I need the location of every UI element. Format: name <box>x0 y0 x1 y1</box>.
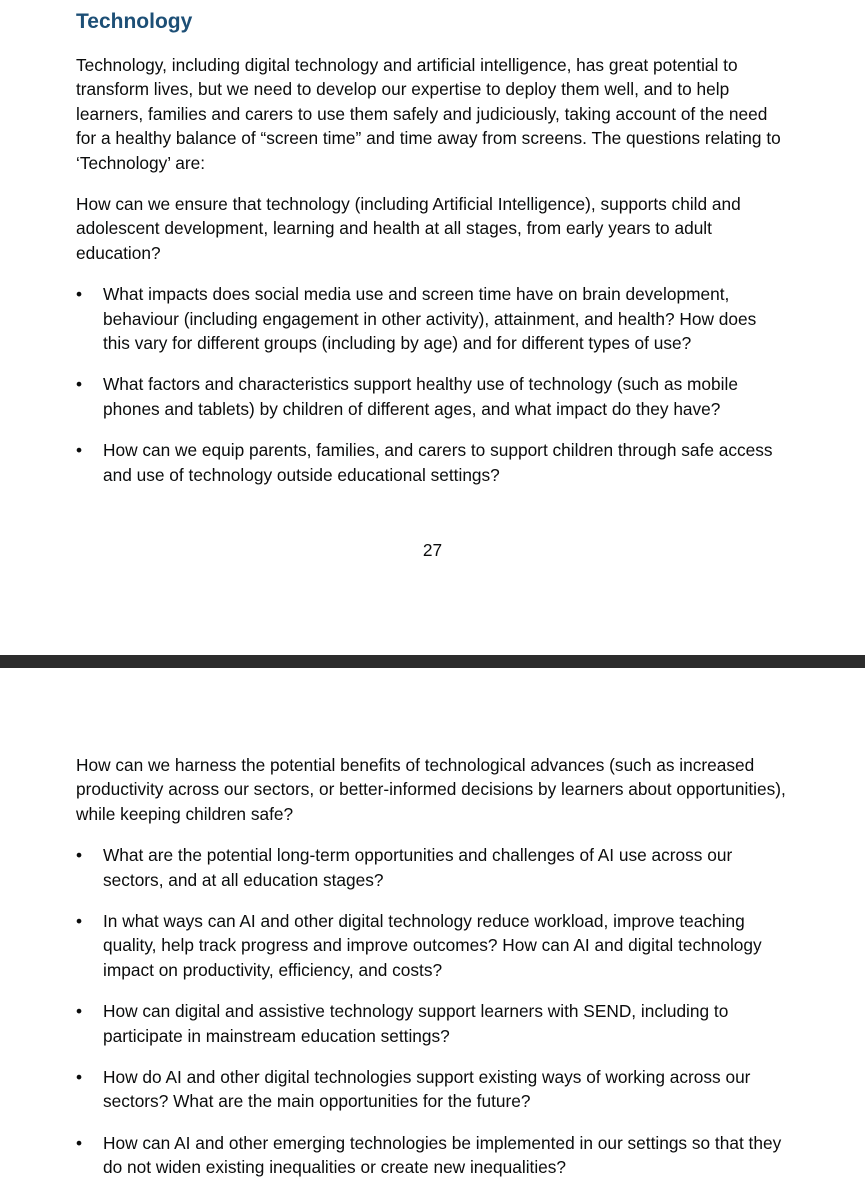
page-number: 27 <box>422 540 443 560</box>
list-item <box>76 372 786 421</box>
bullet-icon: • <box>76 1067 83 1088</box>
bullet-icon: • <box>76 911 83 932</box>
list-item <box>76 843 786 892</box>
bullet-icon: • <box>76 284 83 305</box>
list-item <box>76 438 786 487</box>
document-page-28 <box>0 668 865 1200</box>
list-item <box>76 282 786 355</box>
intro-paragraph: Technology, including digital technology and artificial intelligence, has great potential to transform lives, but we need to develop our expertise to deploy them well, and to help learners, families and carers to use them safely and judiciously, taking account of the need for a healthy balance of “screen time” and time away from screens. The questions relating to ‘Technology’ are: <box>76 55 781 173</box>
question-list <box>76 843 786 1179</box>
list-item-text: What impacts does social media use and screen time have on brain development, behaviour (including engagement in other activity), attainment, and health? How does this vary for different groups (including by age) and for different types of use? <box>103 284 757 354</box>
list-item <box>76 909 786 982</box>
bullet-icon: • <box>76 1001 83 1022</box>
bullet-icon: • <box>76 845 83 866</box>
list-item-text: In what ways can AI and other digital technology reduce workload, improve teaching quality, help track progress and improve outcomes? How can AI and digital technology impact on productivity, efficiency, and costs? <box>103 911 762 980</box>
main-question: How can we ensure that technology (including Artificial Intelligence), supports child and adolescent development, learning and health at all stages, from early years to adult education? <box>76 194 741 263</box>
main-question: How can we harness the potential benefits of technological advances (such as increased productivity across our sectors, or better-informed decisions by learners about opportunities), while keeping children safe? <box>76 755 786 824</box>
bullet-icon: • <box>76 1132 83 1153</box>
list-item-text: How can AI and other emerging technologies be implemented in our settings so that they do not widen existing inequalities or create new inequalities? <box>103 1132 782 1178</box>
question-list <box>76 282 786 487</box>
bullet-icon: • <box>76 374 83 395</box>
list-item-text: How can we equip parents, families, and carers to support children through safe access and use of technology outside educational settings? <box>103 440 773 485</box>
bullet-icon: • <box>76 440 83 461</box>
list-item-text: What are the potential long-term opportunities and challenges of AI use across our sectors, and at all education stages? <box>103 845 733 890</box>
list-item <box>76 999 786 1048</box>
page-separator <box>0 655 865 668</box>
list-item-text: How do AI and other digital technologies support existing ways of working across our sectors? What are the main opportunities for the future? <box>103 1067 751 1112</box>
section-heading: Technology <box>76 10 193 33</box>
list-item <box>76 1131 786 1180</box>
page-28-content <box>76 753 786 1197</box>
page-27-content <box>76 8 786 504</box>
list-item-text: What factors and characteristics support healthy use of technology (such as mobile phones and tablets) by children of different ages, and what impact do they have? <box>103 374 738 419</box>
list-item-text: How can digital and assistive technology support learners with SEND, including to participate in mainstream education settings? <box>103 1001 729 1046</box>
list-item <box>76 1065 786 1114</box>
